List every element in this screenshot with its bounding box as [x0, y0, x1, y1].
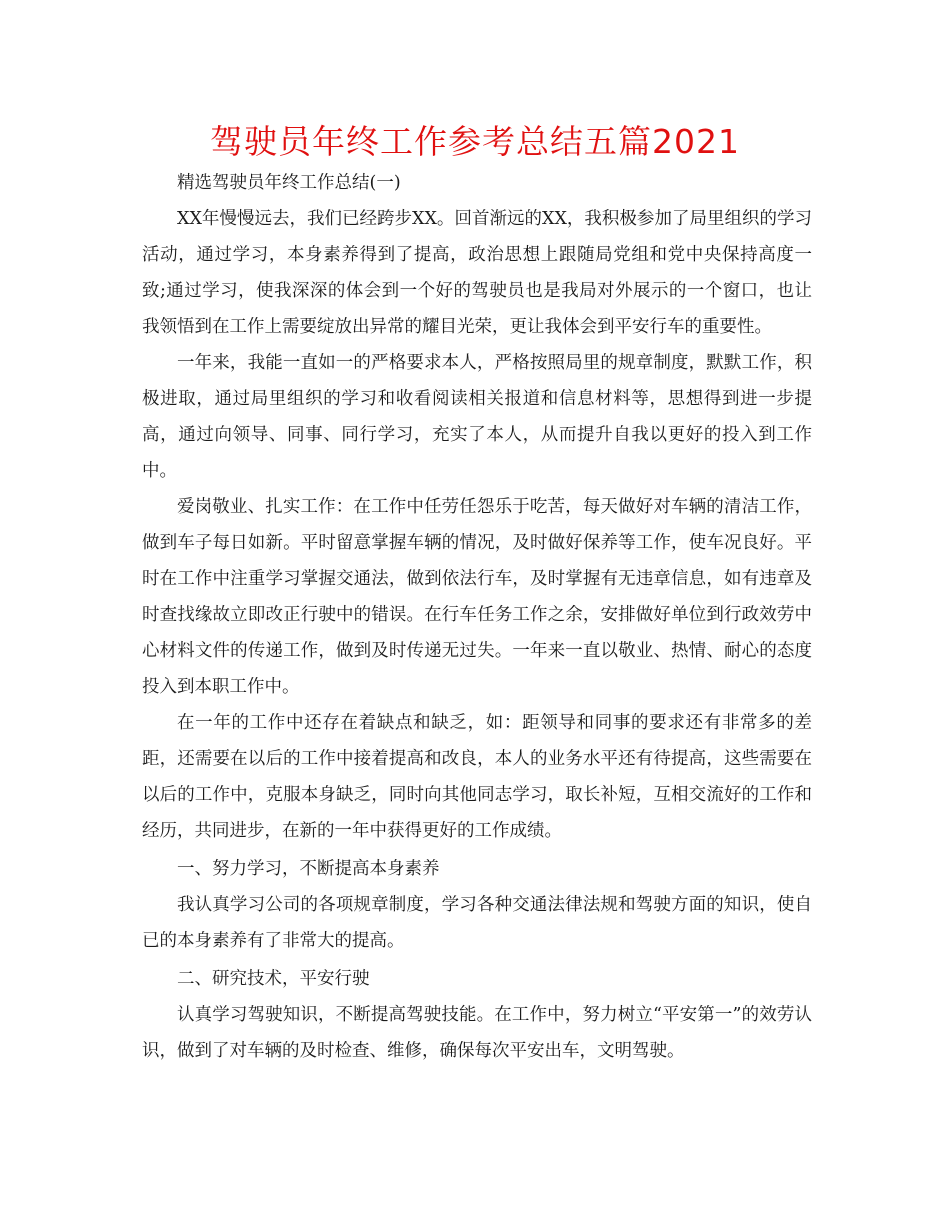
- paragraph: 爱岗敬业、扎实工作：在工作中任劳任怨乐于吃苦，每天做好对车辆的清洁工作，做到车子每日如新。平时留意掌握车辆的情况，及时做好保养等工作，使车况良好。平时在工作中注重学习掌握交通法，做到依法行车，及时掌握有无违章信息，如有违章及时查找缘故立即改正行驶中的错误。在行车任务工作之余，安排做好单位到行政效劳中心材料文件的传递工作，做到及时传递无过失。一年来一直以敬业、热情、耐心的态度投入到本职工作中。: [142, 497, 812, 697]
- section-heading: 精选驾驶员年终工作总结(一): [177, 173, 401, 193]
- paragraph: XX年慢慢远去，我们已经跨步XX。回首渐远的XX，我积极参加了局里组织的学习活动，通过学习，本身素养得到了提高，政治思想上跟随局党组和党中央保持高度一致;通过学习，使我深深的体会到一个好的驾驶员也是我局对外展示的一个窗口，也让我领悟到在工作上需要绽放出异常的耀目光荣，更让我体会到平安行车的重要性。: [142, 209, 812, 337]
- paragraph: 认真学习驾驶知识，不断提高驾驶技能。在工作中，努力树立“平安第一”的效劳认识，做到了对车辆的及时检查、维修，确保每次平安出车，文明驾驶。: [142, 1005, 812, 1061]
- paragraph: 我认真学习公司的各项规章制度，学习各种交通法律法规和驾驶方面的知识，使自已的本身素养有了非常大的提高。: [142, 895, 812, 951]
- paragraph: 一年来，我能一直如一的严格要求本人，严格按照局里的规章制度，默默工作，积极进取，通过局里组织的学习和收看阅读相关报道和信息材料等，思想得到进一步提高，通过向领导、同事、同行学习，充实了本人，从而提升自我以更好的投入到工作中。: [142, 353, 812, 481]
- document-body: [142, 165, 812, 1069]
- subheading: 一、努力学习，不断提高本身素养: [177, 859, 440, 879]
- document-title: 驾驶员年终工作参考总结五篇2021: [210, 122, 740, 161]
- paragraph: 在一年的工作中还存在着缺点和缺乏，如：距领导和同事的要求还有非常多的差距，还需要在以后的工作中接着提高和改良，本人的业务水平还有待提高，这些需要在以后的工作中，克服本身缺乏，同时向其他同志学习，取长补短，互相交流好的工作和经历，共同进步，在新的一年中获得更好的工作成绩。: [142, 713, 812, 841]
- subheading: 二、研究技术，平安行驶: [177, 969, 370, 989]
